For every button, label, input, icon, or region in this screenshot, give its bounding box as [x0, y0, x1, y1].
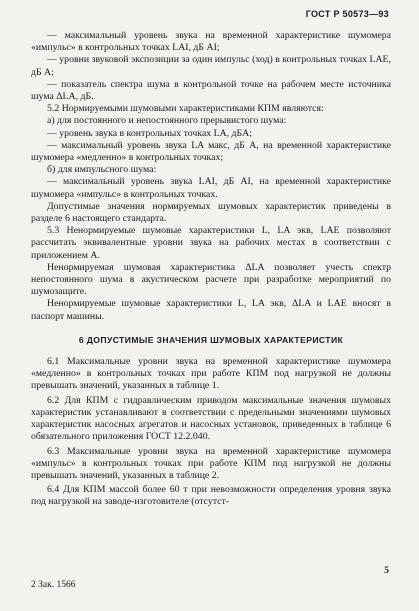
paragraph: 5.2 Нормируемыми шумовыми характеристиками КПМ являются:: [47, 103, 324, 115]
paragraph: 6.3 Максимальные уровни звука на временной характеристике шумомера «импульс» в контрольных точках при работе КПМ под нагрузкой не должны превышать значений, указанных в таблице 2.: [31, 445, 391, 481]
standard-code-header: ГОСТ Р 50573—93: [305, 9, 389, 19]
paragraph: — уровни звуковой экспозиции за один импульс (ход) в контрольных точках LAE, дБ A;: [31, 54, 391, 78]
paragraph: 6.2 Для КПМ с гидравлическим приводом максимальные значения шумовых характеристик устанавливают в соответствии с предельными значениями шумовых характеристик насосных агрегатов и насосных установок, приведенных в таблице 6 обязательного приложения ГОСТ 12.2.040.: [31, 394, 391, 443]
document-body: [31, 30, 391, 509]
paragraph: — показатель спектра шума в контрольной точке на рабочем месте источника шума ΔLA, дБ.: [31, 78, 391, 103]
paragraph: Допустимые значения нормируемых шумовых характеристик приведены в разделе 6 настоящего стандарта.: [31, 200, 391, 225]
paragraph: 6.1 Максимальные уровни звука на временной характеристике шумомера «медленно» в контрольных точках при работе КПМ под нагрузкой не должны превышать значений, указанных в таблице 1.: [31, 356, 391, 392]
paragraph: а) для постоянного и непостоянного прерывистого шума:: [47, 115, 287, 127]
section-title: 6 ДОПУСТИМЫЕ ЗНАЧЕНИЯ ШУМОВЫХ ХАРАКТЕРИСТИК: [78, 334, 344, 345]
paragraph: Ненормируемые шумовые характеристики L, LA экв, ΔLA и LAE вносят в паспорт машины.: [31, 298, 391, 322]
paragraph: — максимальный уровень звука LA макс, дБ A, на временной характеристике шумомера «медленно» в контрольных точках;: [31, 139, 391, 164]
paragraph: б) для импульсного шума:: [47, 164, 157, 176]
paragraph: 6.4 Для КПМ массой более 60 т при невозможности определения уровня звука под нагрузкой на заводе-изготовителе (отсутст-: [31, 484, 391, 508]
paragraph: Ненормируемая шумовая характеристика ΔLA позволяет учесть спектр непостоянного шума в акустическом расчете при разработке мероприятий по шумозащите.: [31, 261, 391, 298]
page-number: 5: [384, 566, 389, 576]
paragraph: — максимальный уровень звука на временной характеристике шумомера «импульс» в контрольных точках LAI, дБ AI;: [31, 30, 391, 54]
paragraph: — уровень звука в контрольных точках LA, дБA;: [47, 127, 252, 139]
print-order-note: 2 Зак. 1566: [31, 580, 76, 590]
paragraph: 5.3 Ненормируемые шумовые характеристики L, LA экв, LAE позволяют рассчитать эквивалентные уровни звука на рабочих местах в соответствии с приложением А.: [31, 225, 391, 261]
paragraph: — максимальный уровень звука LAI, дБ AI, на временной характеристике шумомера «импульс» в контрольных точках.: [31, 176, 391, 200]
